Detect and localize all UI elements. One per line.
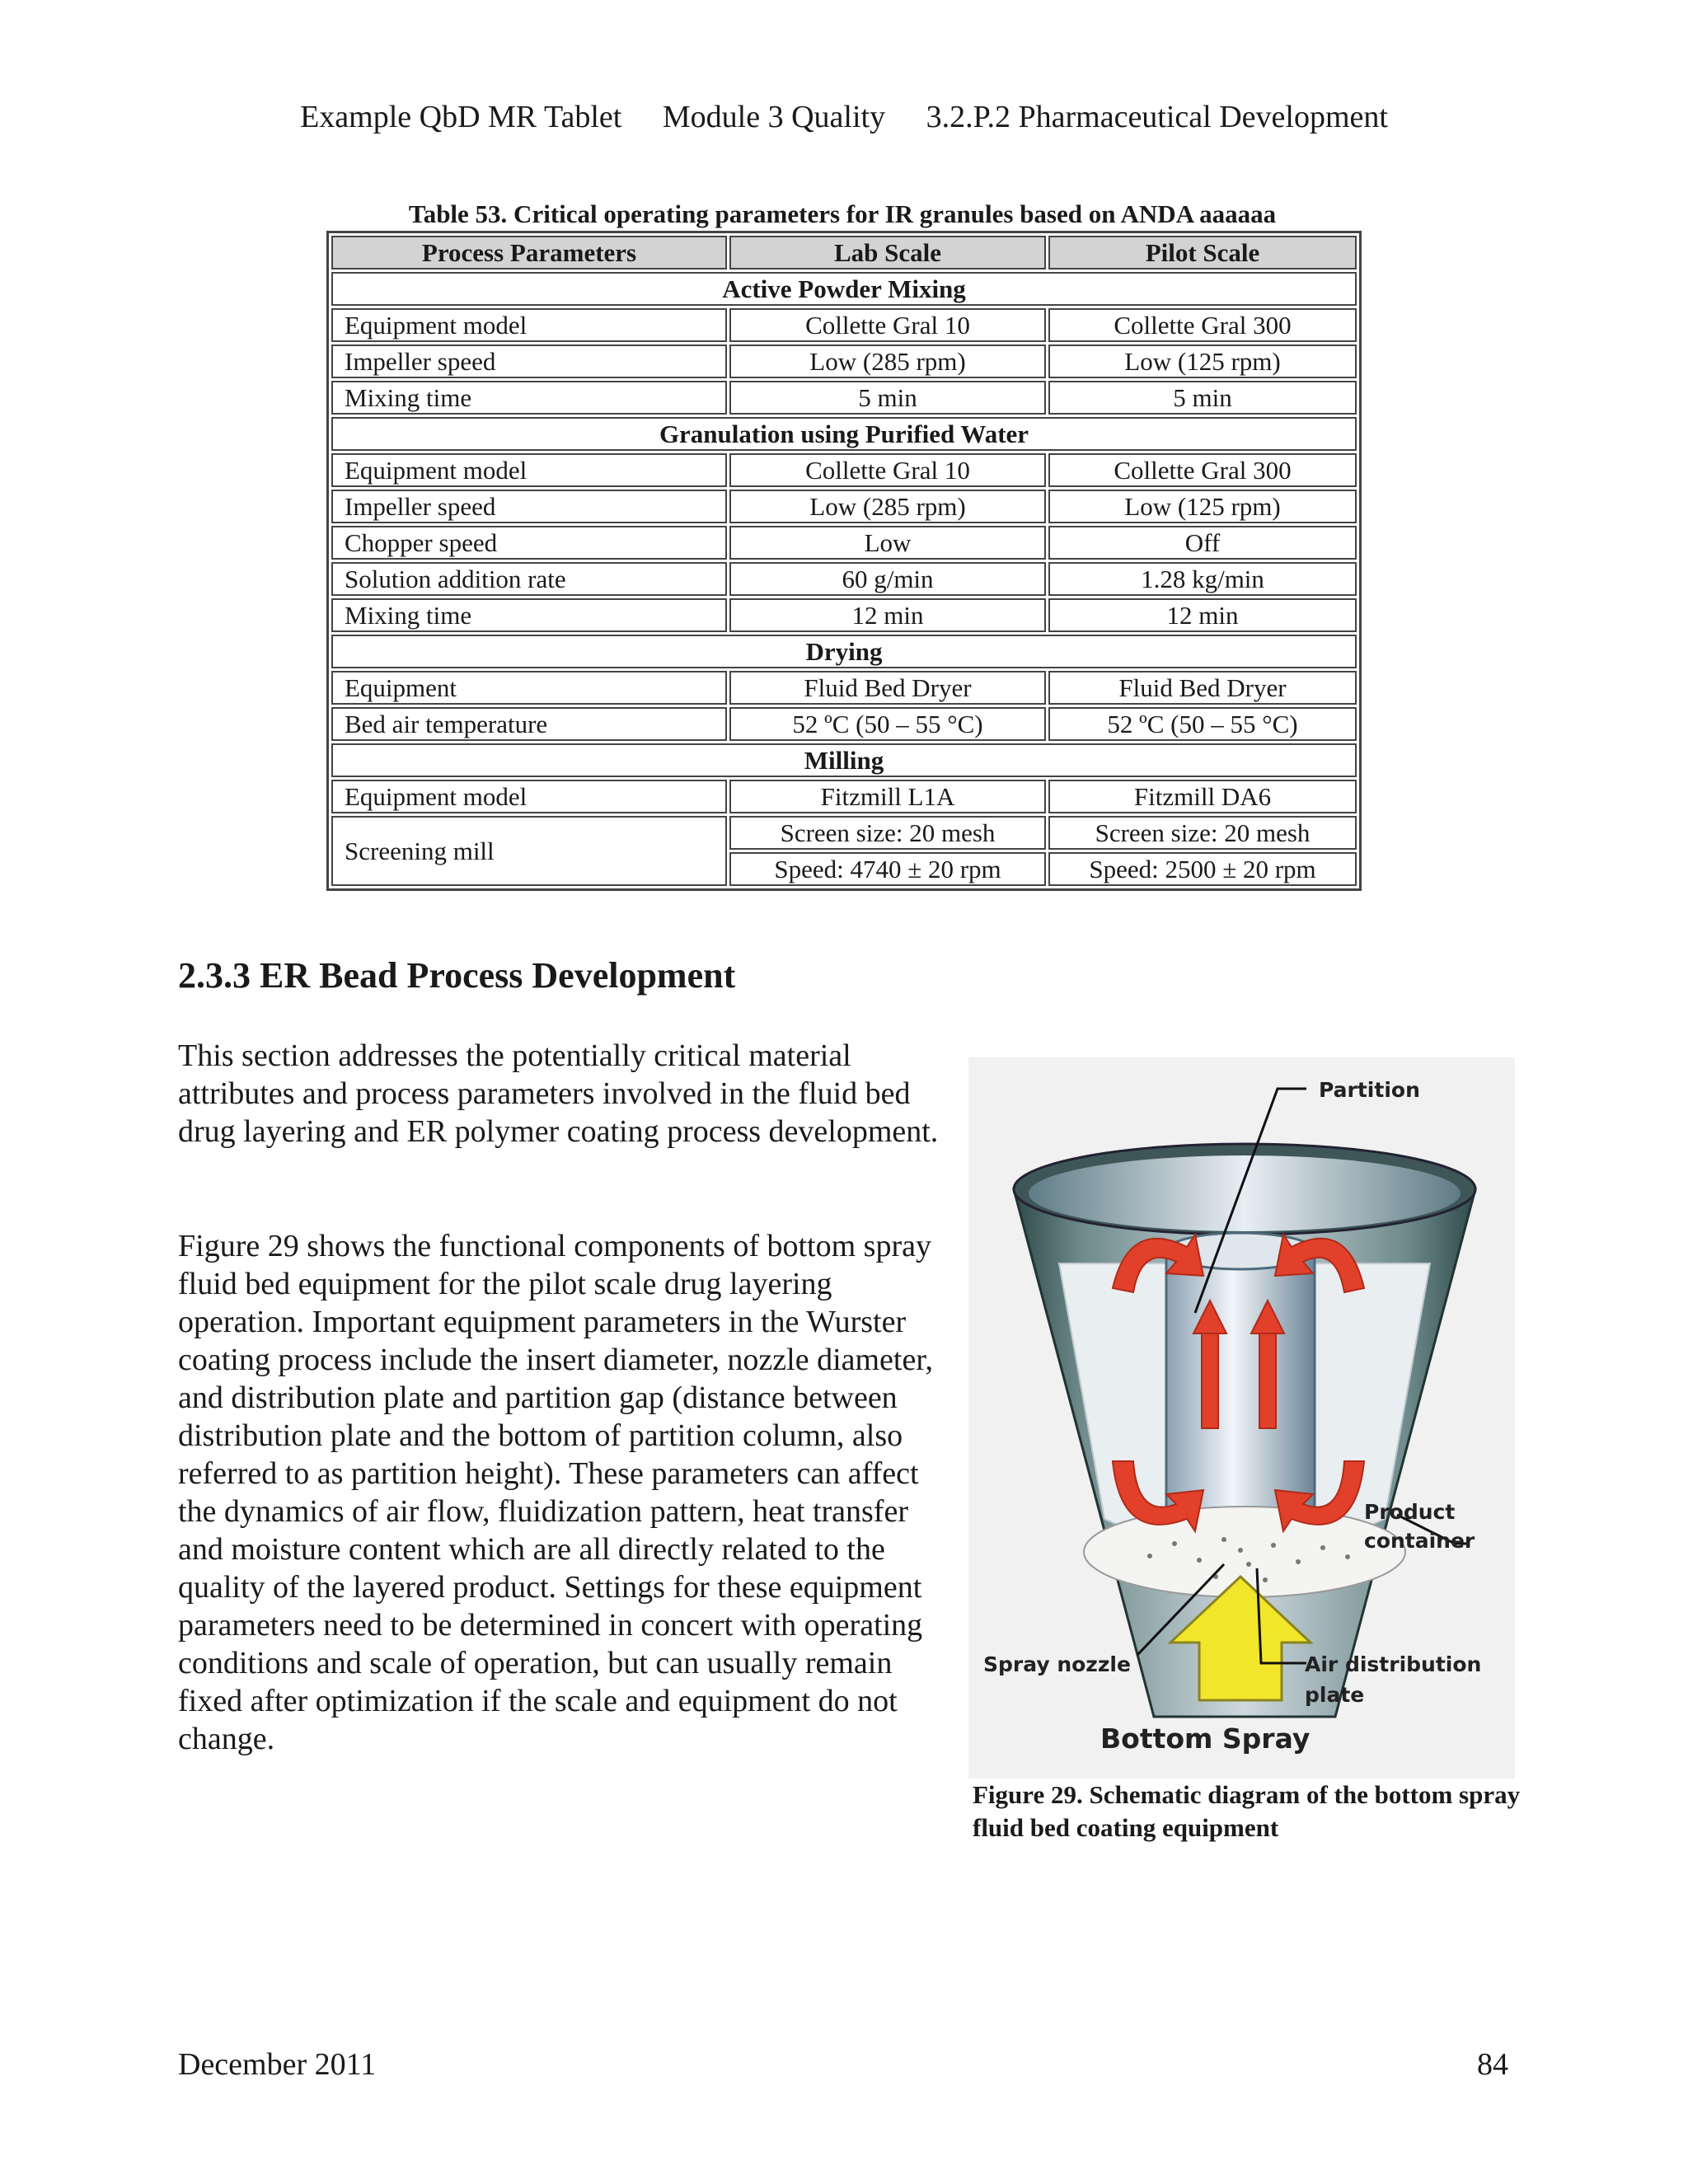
column-header: Lab Scale — [729, 236, 1046, 269]
table-title: Table 53. Critical operating parameters for IR granules based on ANDA aaaaaa — [408, 199, 1277, 228]
parameter-cell: Impeller speed — [331, 490, 727, 523]
parameter-cell: Screening mill — [331, 816, 727, 886]
parameter-cell: Equipment — [331, 671, 727, 705]
section-title: Granulation using Purified Water — [331, 417, 1357, 451]
label-air-distribution: Air distribution — [1305, 1652, 1482, 1676]
lab-scale-cell: Low (285 rpm) — [729, 490, 1046, 523]
bottom-spray-diagram — [968, 1057, 1515, 1779]
pilot-scale-cell: Fluid Bed Dryer — [1048, 671, 1357, 705]
pilot-scale-cell: Low (125 rpm) — [1048, 490, 1357, 523]
lab-scale-cell: Screen size: 20 mesh — [729, 816, 1046, 850]
section-row — [331, 635, 1357, 668]
parameter-cell: Equipment model — [331, 453, 727, 487]
header-module: Module 3 Quality — [662, 100, 886, 134]
lab-scale-cell: Collette Gral 10 — [729, 308, 1046, 342]
section-title: Milling — [331, 743, 1357, 777]
label-partition: Partition — [1319, 1078, 1420, 1102]
pilot-scale-cell: 5 min — [1048, 381, 1357, 415]
section-row — [331, 417, 1357, 451]
pilot-scale-cell: Collette Gral 300 — [1048, 453, 1357, 487]
pilot-scale-cell: Low (125 rpm) — [1048, 344, 1357, 378]
table-row — [331, 707, 1357, 741]
lab-scale-cell: 60 g/min — [729, 562, 1046, 596]
lab-scale-cell: Low — [729, 526, 1046, 560]
pilot-scale-cell: Speed: 2500 ± 20 rpm — [1048, 852, 1357, 886]
bottom-spray-figure — [968, 1057, 1515, 1779]
table-row — [331, 308, 1357, 342]
header-section: 3.2.P.2 Pharmaceutical Development — [926, 100, 1388, 134]
pilot-scale-cell: 1.28 kg/min — [1048, 562, 1357, 596]
label-product: Product — [1364, 1500, 1456, 1524]
table-row — [331, 526, 1357, 560]
parameter-cell: Bed air temperature — [331, 707, 727, 741]
section-row — [331, 272, 1357, 306]
label-container: container — [1364, 1529, 1475, 1553]
paragraph: This section addresses the potentially critical material attributes and process parameters involved in the fluid bed drug layering and ER polymer coating process development. — [178, 1038, 939, 1149]
pilot-scale-cell: Off — [1048, 526, 1357, 560]
partition-tube — [1166, 1251, 1315, 1523]
parameter-cell: Chopper speed — [331, 526, 727, 560]
section-title: Active Powder Mixing — [331, 272, 1357, 306]
parameter-cell: Solution addition rate — [331, 562, 727, 596]
lab-scale-cell: Speed: 4740 ± 20 rpm — [729, 852, 1046, 886]
pilot-scale-cell: Screen size: 20 mesh — [1048, 816, 1357, 850]
table-row — [331, 453, 1357, 487]
column-header: Pilot Scale — [1048, 236, 1357, 269]
parameter-cell: Equipment model — [331, 308, 727, 342]
parameter-cell: Mixing time — [331, 381, 727, 415]
section-row — [331, 743, 1357, 777]
table-row — [331, 344, 1357, 378]
table-row — [331, 562, 1357, 596]
lab-scale-cell: Fluid Bed Dryer — [729, 671, 1046, 705]
paragraph: Figure 29 shows the functional components of bottom spray fluid bed equipment for the pilot scale drug layering operation. Important equipment parameters in the Wurster coating process include the insert diameter, nozzle diameter, and distribution plate and partition gap (distance between distribution plate and the bottom of partition column, also referred to as partition height). These parameters can affect the dynamics of air flow, fluidization pattern, heat transfer and moisture content which are all directly related to the quality of the layered product. Settings for these equipment parameters need to be determined in concert with operating conditions and scale of operation, but can usually remain fixed after optimization if the scale and equipment do not change. — [178, 1229, 933, 1756]
lab-scale-cell: 5 min — [729, 381, 1046, 415]
parameter-cell: Equipment model — [331, 780, 727, 813]
container-opening — [1029, 1155, 1461, 1231]
running-header — [0, 99, 1688, 135]
figure-title: Bottom Spray — [1100, 1722, 1311, 1755]
pilot-scale-cell: 12 min — [1048, 598, 1357, 632]
table-header-row — [331, 236, 1357, 269]
lab-scale-cell: Low (285 rpm) — [729, 344, 1046, 378]
pilot-scale-cell: 52 ºC (50 – 55 °C) — [1048, 707, 1357, 741]
table-row — [331, 780, 1357, 813]
table-row — [331, 381, 1357, 415]
lab-scale-cell: Collette Gral 10 — [729, 453, 1046, 487]
table-row — [331, 671, 1357, 705]
lab-scale-cell: 12 min — [729, 598, 1046, 632]
table-row — [331, 598, 1357, 632]
column-header: Process Parameters — [331, 236, 727, 269]
figure-caption: Figure 29. Schematic diagram of the bottom spray fluid bed coating equipment — [973, 1780, 1521, 1842]
table-row — [331, 490, 1357, 523]
section-heading: 2.3.3 ER Bead Process Development — [178, 955, 736, 996]
parameter-cell: Impeller speed — [331, 344, 727, 378]
footer-date: December 2011 — [178, 2047, 377, 2082]
parameter-cell: Mixing time — [331, 598, 727, 632]
label-plate: plate — [1305, 1683, 1365, 1707]
pilot-scale-cell: Fitzmill DA6 — [1048, 780, 1357, 813]
pilot-scale-cell: Collette Gral 300 — [1048, 308, 1357, 342]
section-title: Drying — [331, 635, 1357, 668]
parameters-table — [326, 231, 1362, 891]
page-number: 84 — [1477, 2047, 1508, 2082]
lab-scale-cell: 52 ºC (50 – 55 °C) — [729, 707, 1046, 741]
lab-scale-cell: Fitzmill L1A — [729, 780, 1046, 813]
label-spray-nozzle: Spray nozzle — [983, 1652, 1131, 1676]
header-doc-title: Example QbD MR Tablet — [300, 100, 622, 134]
table-row — [331, 816, 1357, 850]
